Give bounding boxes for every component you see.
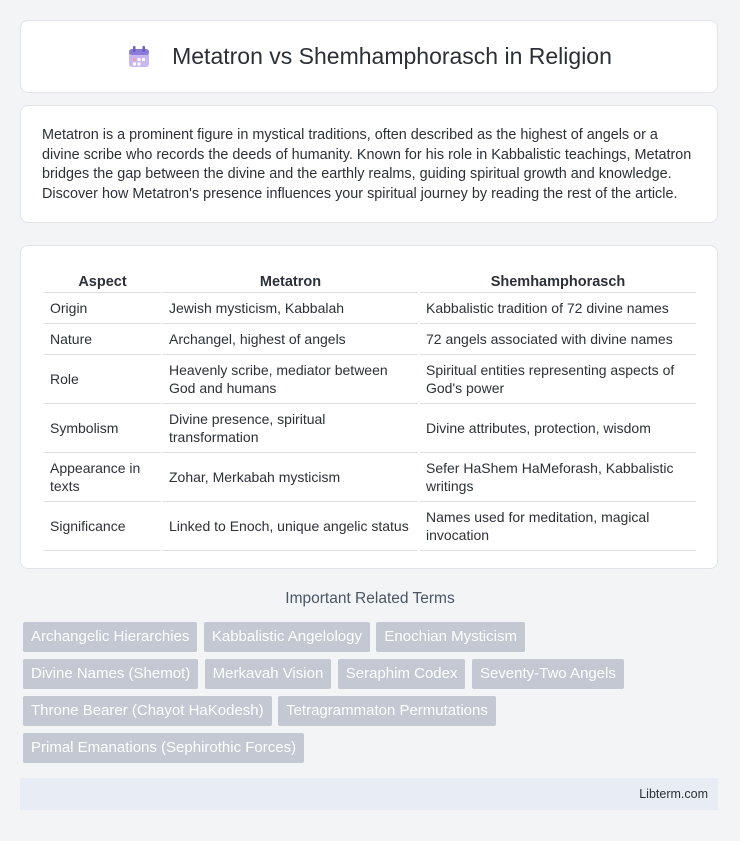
table-cell: Role <box>44 355 161 404</box>
table-cell: Significance <box>44 502 161 551</box>
table-cell: Nature <box>44 324 161 355</box>
related-term-tag[interactable]: Tetragrammaton Permutations <box>278 696 496 726</box>
table-row <box>44 355 696 404</box>
table-cell: Symbolism <box>44 404 161 453</box>
table-cell: Heavenly scribe, mediator between God and humans <box>163 355 418 404</box>
table-cell: Kabbalistic tradition of 72 divine names <box>420 293 696 324</box>
related-term-tag[interactable]: Throne Bearer (Chayot HaKodesh) <box>23 696 272 726</box>
table-cell: Spiritual entities representing aspects of God's power <box>420 355 696 404</box>
column-header-metatron: Metatron <box>163 264 418 293</box>
related-term-tag[interactable]: Enochian Mysticism <box>376 622 525 652</box>
table-cell: 72 angels associated with divine names <box>420 324 696 355</box>
footer <box>20 778 718 810</box>
table-cell: Linked to Enoch, unique angelic status <box>163 502 418 551</box>
page-title: Metatron vs Shemhamphorasch in Religion <box>172 43 612 69</box>
comparison-table-card <box>20 245 718 569</box>
table-cell: Archangel, highest of angels <box>163 324 418 355</box>
footer-site-link[interactable]: Libterm.com <box>639 787 708 801</box>
table-header-row <box>44 264 696 293</box>
table-cell: Zohar, Merkabah mysticism <box>163 453 418 502</box>
title-card <box>20 20 718 93</box>
intro-text: Metatron is a prominent figure in mystical traditions, often described as the highest of angels or a divine scribe who records the deeds of humanity. Known for his role in Kabbalistic teachings, Metatron bridges the gap between the divine and the earthly realms, guiding spiritual growth and knowledge. Discover how Metatron's presence influences your spiritual journey by reading the rest of the article. <box>42 127 692 202</box>
table-row <box>44 293 696 324</box>
calendar-icon <box>126 44 152 70</box>
related-term-tag[interactable]: Merkavah Vision <box>205 659 332 689</box>
related-terms-list <box>23 622 703 770</box>
table-row <box>44 404 696 453</box>
table-row <box>44 324 696 355</box>
table-cell: Appearance in texts <box>44 453 161 502</box>
column-header-aspect: Aspect <box>44 264 161 293</box>
table-cell: Origin <box>44 293 161 324</box>
related-terms-heading: Important Related Terms <box>285 590 455 607</box>
table-cell: Names used for meditation, magical invocation <box>420 502 696 551</box>
related-term-tag[interactable]: Kabbalistic Angelology <box>204 622 370 652</box>
related-term-tag[interactable]: Primal Emanations (Sephirothic Forces) <box>23 733 304 763</box>
table-row <box>44 453 696 502</box>
table-row <box>44 502 696 551</box>
intro-card <box>20 105 718 223</box>
comparison-table <box>42 264 698 551</box>
related-term-tag[interactable]: Archangelic Hierarchies <box>23 622 197 652</box>
column-header-shemhamphorasch: Shemhamphorasch <box>420 264 696 293</box>
table-cell: Divine attributes, protection, wisdom <box>420 404 696 453</box>
related-term-tag[interactable]: Seventy-Two Angels <box>472 659 624 689</box>
table-cell: Divine presence, spiritual transformation <box>163 404 418 453</box>
related-term-tag[interactable]: Divine Names (Shemot) <box>23 659 198 689</box>
table-cell: Jewish mysticism, Kabbalah <box>163 293 418 324</box>
related-term-tag[interactable]: Seraphim Codex <box>338 659 466 689</box>
table-cell: Sefer HaShem HaMeforash, Kabbalistic writings <box>420 453 696 502</box>
